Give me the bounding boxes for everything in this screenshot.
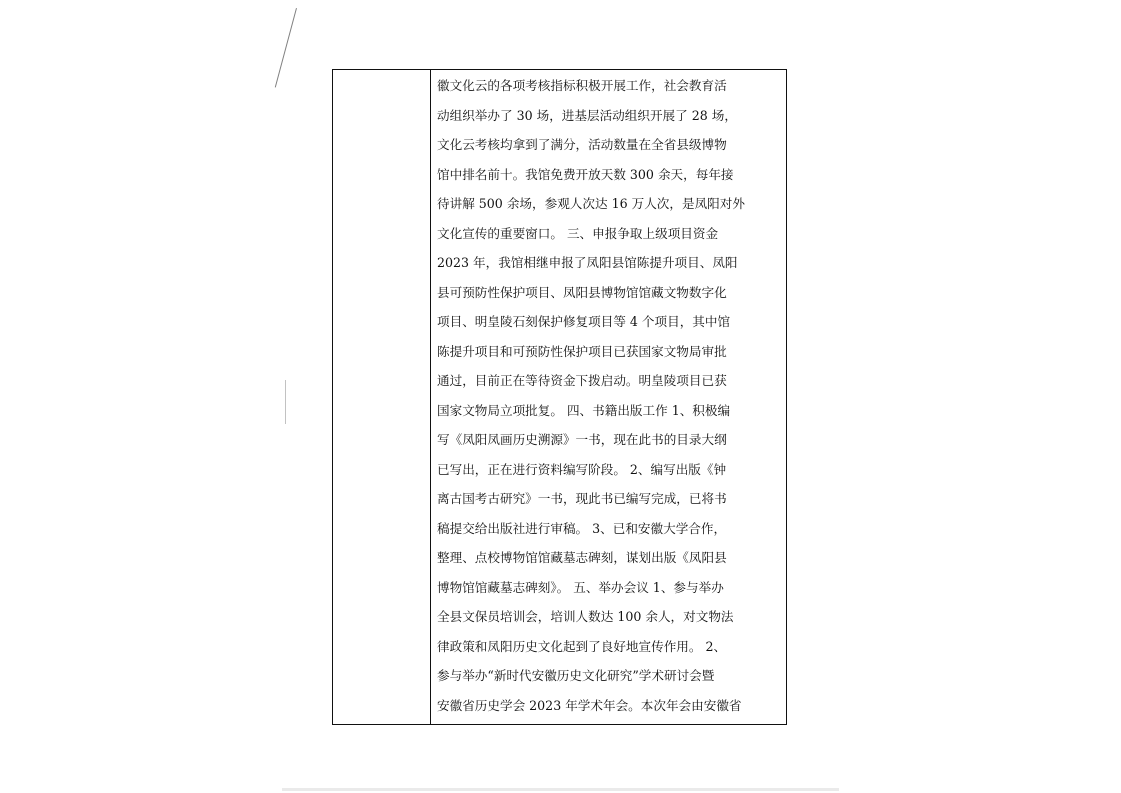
text-line: 徽文化云的各项考核指标积极开展工作，社会教育活 <box>437 78 727 93</box>
scan-pen-mark <box>275 8 297 87</box>
text-line: 离古国考古研究》一书，现此书已编写完成，已将书 <box>437 491 727 506</box>
text-line: 项目、明皇陵石刻保护修复项目等 4 个项目，其中馆 <box>437 314 731 329</box>
text-line: 县可预防性保护项目、凤阳县博物馆馆藏文物数字化 <box>437 284 727 300</box>
text-line: 通过，目前正在等待资金下拨启动。明皇陵项目已获 <box>437 373 727 388</box>
text-line: 安徽省历史学会 2023 年学术年会。本次年会由安徽省 <box>437 697 742 713</box>
scan-edge-mark <box>285 380 286 424</box>
table-content-cell <box>437 70 783 720</box>
text-line: 博物馆馆藏墓志碑刻》。 五、举办会议 1、参与举办 <box>437 579 724 595</box>
scan-bottom-edge <box>282 788 839 791</box>
text-line: 待讲解 500 余场，参观人次达 16 万人次，是凤阳对外 <box>437 196 745 211</box>
text-line: 国家文物局立项批复。 四、书籍出版工作 1、积极编 <box>437 402 731 418</box>
text-line: 已写出，正在进行资料编写阶段。 2、编写出版《钟 <box>437 461 727 477</box>
text-line: 写《凤阳凤画历史溯源》一书，现在此书的目录大纲 <box>437 432 727 447</box>
text-line: 文化云考核均拿到了满分，活动数量在全省县级博物 <box>437 137 727 152</box>
text-line: 动组织举办了 30 场，进基层活动组织开展了 28 场， <box>437 107 737 123</box>
text-line: 馆中排名前十。我馆免费开放天数 300 余天，每年接 <box>437 166 734 182</box>
text-line: 参与举办“新时代安徽历史文化研究”学术研讨会暨 <box>437 668 715 683</box>
form-table <box>332 69 787 725</box>
text-line: 全县文保员培训会，培训人数达 100 余人，对文物法 <box>437 609 734 624</box>
text-line: 律政策和凤阳历史文化起到了良好地宣传作用。 2、 <box>437 638 727 654</box>
table-label-column <box>333 70 431 724</box>
text-line: 2023 年，我馆相继申报了凤阳县馆陈提升项目、凤阳 <box>437 255 738 270</box>
text-line: 整理、点校博物馆馆藏墓志碑刻，谋划出版《凤阳县 <box>437 550 727 565</box>
text-line: 陈提升项目和可预防性保护项目已获国家文物局审批 <box>437 343 727 359</box>
text-line: 文化宣传的重要窗口。 三、申报争取上级项目资金 <box>437 225 719 241</box>
text-line: 稿提交给出版社进行审稿。 3、已和安徽大学合作， <box>437 520 727 536</box>
